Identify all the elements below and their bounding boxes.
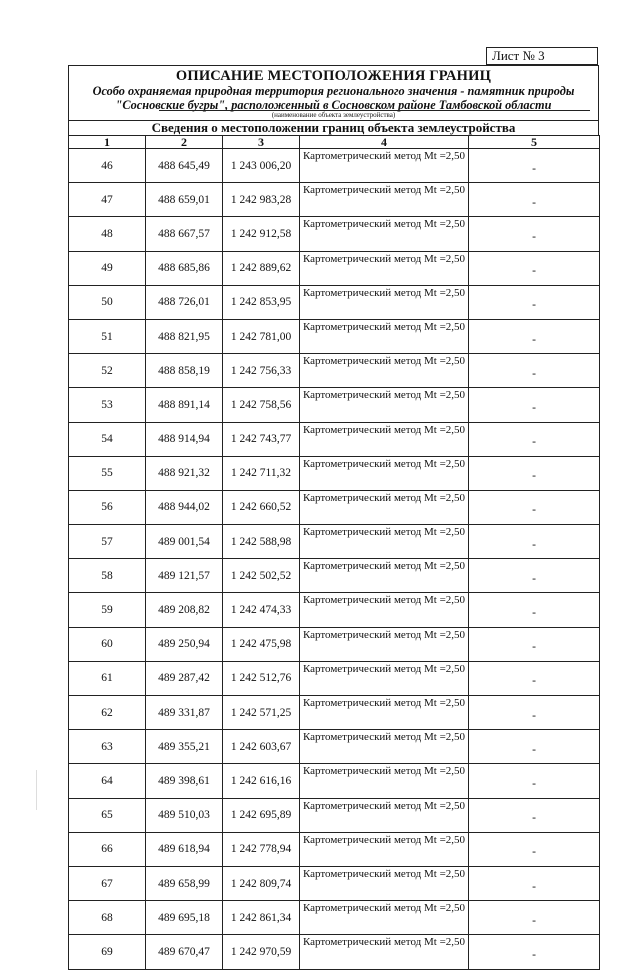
y-coordinate-cell: 1 242 970,59 [223,935,300,969]
x-coordinate-cell: 489 208,82 [146,593,223,627]
y-coordinate-cell: 1 242 853,95 [223,285,300,319]
point-number-cell: 69 [69,935,146,969]
description-cell: - [469,490,600,524]
description-cell: - [469,730,600,764]
x-coordinate-cell: 488 667,57 [146,217,223,251]
table-row [69,866,600,900]
y-coordinate-cell: 1 242 475,98 [223,627,300,661]
x-coordinate-cell: 488 659,01 [146,183,223,217]
table-row [69,901,600,935]
y-coordinate-cell: 1 242 983,28 [223,183,300,217]
method-cell: Картометрический метод Mt =2,50 [300,422,469,456]
point-number-cell: 68 [69,901,146,935]
table-row [69,593,600,627]
point-number-cell: 62 [69,696,146,730]
y-coordinate-cell: 1 243 006,20 [223,149,300,183]
table-row [69,661,600,695]
x-coordinate-cell: 489 658,99 [146,866,223,900]
object-caption: (наименование объекта землеустройства) [271,111,396,119]
method-cell: Картометрический метод Mt =2,50 [300,456,469,490]
table-row [69,559,600,593]
table-row [69,149,600,183]
description-cell: - [469,285,600,319]
x-coordinate-cell: 488 645,49 [146,149,223,183]
y-coordinate-cell: 1 242 711,32 [223,456,300,490]
description-cell: - [469,388,600,422]
method-cell: Картометрический метод Mt =2,50 [300,285,469,319]
table-row [69,456,600,490]
table-row [69,798,600,832]
method-cell: Картометрический метод Mt =2,50 [300,319,469,353]
table-row [69,764,600,798]
column-header-4: 4 [300,136,469,149]
description-cell: - [469,901,600,935]
sheet-number-label: Лист № 3 [486,47,598,65]
method-cell: Картометрический метод Mt =2,50 [300,149,469,183]
x-coordinate-cell: 489 510,03 [146,798,223,832]
method-cell: Картометрический метод Mt =2,50 [300,251,469,285]
x-coordinate-cell: 489 355,21 [146,730,223,764]
method-cell: Картометрический метод Mt =2,50 [300,525,469,559]
description-cell: - [469,866,600,900]
y-coordinate-cell: 1 242 474,33 [223,593,300,627]
point-number-cell: 60 [69,627,146,661]
table-row [69,285,600,319]
x-coordinate-cell: 488 726,01 [146,285,223,319]
description-cell: - [469,319,600,353]
y-coordinate-cell: 1 242 571,25 [223,696,300,730]
point-number-cell: 57 [69,525,146,559]
table-body [69,149,600,970]
point-number-cell: 66 [69,832,146,866]
method-cell: Картометрический метод Mt =2,50 [300,935,469,969]
x-coordinate-cell: 489 001,54 [146,525,223,559]
description-cell: - [469,935,600,969]
description-cell: - [469,832,600,866]
point-number-cell: 47 [69,183,146,217]
table-row [69,319,600,353]
description-cell: - [469,661,600,695]
method-cell: Картометрический метод Mt =2,50 [300,183,469,217]
description-cell: - [469,422,600,456]
method-cell: Картометрический метод Mt =2,50 [300,901,469,935]
method-cell: Картометрический метод Mt =2,50 [300,354,469,388]
method-cell: Картометрический метод Mt =2,50 [300,217,469,251]
method-cell: Картометрический метод Mt =2,50 [300,388,469,422]
table-row [69,730,600,764]
method-cell: Картометрический метод Mt =2,50 [300,593,469,627]
column-header-2: 2 [146,136,223,149]
description-cell: - [469,764,600,798]
point-number-cell: 58 [69,559,146,593]
y-coordinate-cell: 1 242 781,00 [223,319,300,353]
y-coordinate-cell: 1 242 512,76 [223,661,300,695]
description-cell: - [469,183,600,217]
table-row [69,388,600,422]
x-coordinate-cell: 489 331,87 [146,696,223,730]
point-number-cell: 54 [69,422,146,456]
method-cell: Картометрический метод Mt =2,50 [300,764,469,798]
x-coordinate-cell: 489 670,47 [146,935,223,969]
description-cell: - [469,217,600,251]
point-number-cell: 52 [69,354,146,388]
y-coordinate-cell: 1 242 809,74 [223,866,300,900]
description-cell: - [469,593,600,627]
x-coordinate-cell: 488 921,32 [146,456,223,490]
description-cell: - [469,696,600,730]
x-coordinate-cell: 489 121,57 [146,559,223,593]
method-cell: Картометрический метод Mt =2,50 [300,661,469,695]
table-row [69,525,600,559]
y-coordinate-cell: 1 242 743,77 [223,422,300,456]
table-row [69,696,600,730]
point-number-cell: 67 [69,866,146,900]
y-coordinate-cell: 1 242 660,52 [223,490,300,524]
y-coordinate-cell: 1 242 588,98 [223,525,300,559]
x-coordinate-cell: 488 944,02 [146,490,223,524]
method-cell: Картометрический метод Mt =2,50 [300,730,469,764]
point-number-cell: 55 [69,456,146,490]
description-cell: - [469,456,600,490]
point-number-cell: 59 [69,593,146,627]
x-coordinate-cell: 489 287,42 [146,661,223,695]
table-row [69,183,600,217]
method-cell: Картометрический метод Mt =2,50 [300,832,469,866]
point-number-cell: 50 [69,285,146,319]
method-cell: Картометрический метод Mt =2,50 [300,559,469,593]
y-coordinate-cell: 1 242 889,62 [223,251,300,285]
table-row [69,490,600,524]
description-cell: - [469,354,600,388]
method-cell: Картометрический метод Mt =2,50 [300,696,469,730]
point-number-cell: 64 [69,764,146,798]
point-number-cell: 51 [69,319,146,353]
x-coordinate-cell: 488 858,19 [146,354,223,388]
description-cell: - [469,627,600,661]
x-coordinate-cell: 488 891,14 [146,388,223,422]
document-title: ОПИСАНИЕ МЕСТОПОЛОЖЕНИЯ ГРАНИЦ [175,68,492,84]
description-cell: - [469,525,600,559]
y-coordinate-cell: 1 242 616,16 [223,764,300,798]
x-coordinate-cell: 489 250,94 [146,627,223,661]
description-cell: - [469,149,600,183]
point-number-cell: 61 [69,661,146,695]
point-number-cell: 53 [69,388,146,422]
point-number-cell: 65 [69,798,146,832]
y-coordinate-cell: 1 242 861,34 [223,901,300,935]
y-coordinate-cell: 1 242 603,67 [223,730,300,764]
y-coordinate-cell: 1 242 695,89 [223,798,300,832]
table-row [69,354,600,388]
point-number-cell: 48 [69,217,146,251]
column-header-1: 1 [69,136,146,149]
column-header-3: 3 [223,136,300,149]
y-coordinate-cell: 1 242 778,94 [223,832,300,866]
table-row [69,217,600,251]
method-cell: Картометрический метод Mt =2,50 [300,866,469,900]
description-cell: - [469,559,600,593]
point-number-cell: 49 [69,251,146,285]
document-header [68,65,599,120]
table-row [69,832,600,866]
x-coordinate-cell: 489 618,94 [146,832,223,866]
point-number-cell: 46 [69,149,146,183]
table-row [69,251,600,285]
x-coordinate-cell: 488 914,94 [146,422,223,456]
method-cell: Картометрический метод Mt =2,50 [300,798,469,832]
x-coordinate-cell: 489 695,18 [146,901,223,935]
scan-artifact-line [36,770,37,810]
method-cell: Картометрический метод Mt =2,50 [300,627,469,661]
point-number-cell: 63 [69,730,146,764]
section-title: Сведения о местоположении границ объекта землеустройства [68,120,599,136]
table-row [69,422,600,456]
table-row [69,935,600,969]
table-header [69,136,600,149]
x-coordinate-cell: 488 821,95 [146,319,223,353]
description-cell: - [469,798,600,832]
x-coordinate-cell: 489 398,61 [146,764,223,798]
column-header-5: 5 [469,136,600,149]
y-coordinate-cell: 1 242 502,52 [223,559,300,593]
y-coordinate-cell: 1 242 912,58 [223,217,300,251]
point-number-cell: 56 [69,490,146,524]
description-cell: - [469,251,600,285]
method-cell: Картометрический метод Mt =2,50 [300,490,469,524]
y-coordinate-cell: 1 242 756,33 [223,354,300,388]
boundary-points-table [68,135,600,970]
table-row [69,627,600,661]
x-coordinate-cell: 488 685,86 [146,251,223,285]
y-coordinate-cell: 1 242 758,56 [223,388,300,422]
object-name: Особо охраняемая природная территория регионального значения - памятник природы "Сосновские бугры", расположенный в Сосновском районе Тамбовской области [92,84,575,112]
